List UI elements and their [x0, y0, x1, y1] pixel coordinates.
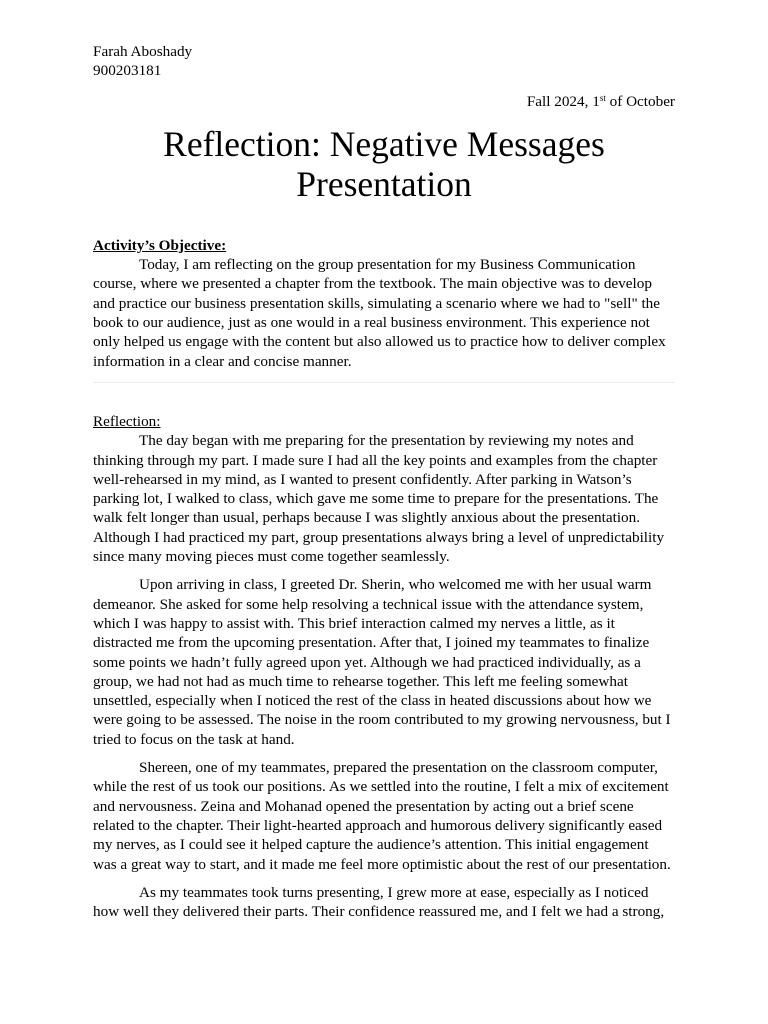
author-block — [93, 42, 675, 81]
author-name: Farah Aboshady — [93, 43, 193, 60]
document-page — [93, 42, 675, 921]
student-id: 900203181 — [93, 62, 162, 80]
page-title — [93, 124, 675, 204]
reflection-paragraph-3: Shereen, one of my teammates, prepared the presentation on the classroom computer, while the rest of us took our positions. As we settled into the routine, I felt a mix of excitement and nervousness. Zeina and Mohanad opened the presentation by acting out a brief scene related to the chapter. Their light-hearted approach and humorous delivery significantly eased my nerves, as I could see it helped capture the audience’s attention. This initial engagement was a great way to start, and it made me feel more optimistic about the rest of our presentation. — [93, 759, 671, 873]
date-prefix: Fall 2024, 1 — [526, 92, 600, 110]
objective-heading: Activity’s Objective: — [93, 236, 227, 254]
title-line-2: Presentation — [296, 163, 472, 204]
date-line — [93, 92, 675, 111]
section-divider — [93, 382, 675, 383]
objective-paragraph: Today, I am reflecting on the group presentation for my Business Communication course, where we presented a chapter from the textbook. The main objective was to develop and practice our business presentation skills, simulating a scenario where we had to "sell" the book to our audience, just as one would in a real business environment. This experience not only helped us engage with the content but also allowed us to practice how to deliver complex information in a clear and concise manner. — [93, 256, 666, 370]
title-line-1: Reflection: Negative Messages — [163, 123, 605, 164]
reflection-heading: Reflection: — [93, 412, 161, 430]
reflection-paragraph-2: Upon arriving in class, I greeted Dr. Sherin, who welcomed me with her usual warm demeanor. She asked for some help resolving a technical issue with the attendance system, which I was happy to assist with. This brief interaction calmed my nerves a little, as it distracted me from the upcoming presentation. After that, I joined my teammates to finalize some points we hadn’t fully agreed upon yet. Although we had practiced individually, as a group, we had not had as much time to rehearse together. This left me feeling somewhat unsettled, especially when I noticed the rest of the class in heated discussions about how we were going to be assessed. The noise in the room contributed to my growing nervousness, but I tried to focus on the task at hand. — [93, 576, 671, 748]
date-suffix: of October — [605, 92, 675, 110]
reflection-paragraph-4: As my teammates took turns presenting, I grew more at ease, especially as I noticed how well they delivered their parts. Their confidence reassured me, and I felt we had a strong, — [93, 883, 665, 921]
reflection-paragraph-1: The day began with me preparing for the presentation by reviewing my notes and thinking through my part. I made sure I had all the key points and examples from the chapter well-rehearsed in my mind, as I wanted to present confidently. After parking in Watson’s parking lot, I walked to class, which gave me some time to prepare for the presentations. The walk felt longer than usual, perhaps because I was slightly anxious about the presentation. Although I had practiced my part, group presentations always bring a level of unpredictability since many moving pieces must come together seamlessly. — [93, 432, 665, 566]
date-ordinal: st — [599, 92, 606, 103]
